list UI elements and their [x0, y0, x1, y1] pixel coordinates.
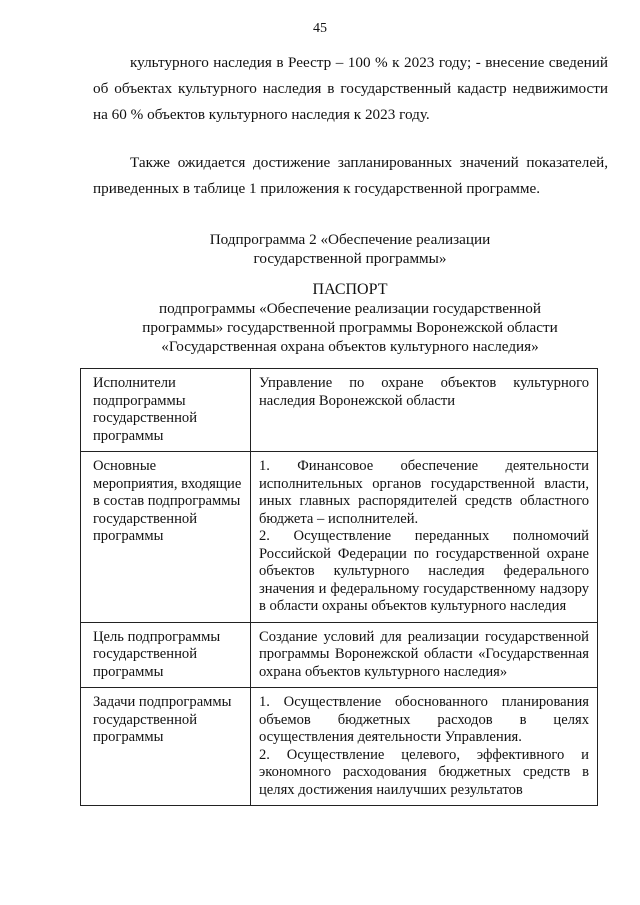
passport-title: ПАСПОРТ — [312, 281, 388, 298]
passport-subtitle-line: программы» государственной программы Воронежской области — [142, 319, 558, 336]
paragraph-expected-results: Также ожидается достижение запланированных значений показателей, приведенных в таблице 1 приложения к государственной программе. — [93, 154, 608, 197]
passport-table — [80, 368, 598, 806]
table-row — [81, 369, 598, 452]
paragraph-line: культурного наследия в Реестр – 100 % к 2023 году; — [130, 54, 472, 71]
row-label: Задачи подпрограммы государственной программы — [81, 688, 251, 806]
row-value-item: 2. Осуществление переданных полномочий Российской Федерации по государственной охране объектов культурного наследия федерального значения и федеральному государственному надзору в области охраны объектов культурного наследия — [259, 528, 589, 614]
row-value — [251, 369, 598, 452]
passport-subtitle-line: «Государственная охрана объектов культурного наследия» — [161, 338, 539, 355]
table-row — [81, 688, 598, 806]
row-label: Цель подпрограммы государственной программы — [81, 622, 251, 688]
row-value-item: 1. Осуществление обоснованного планирования объемов бюджетных расходов в целях осуществления деятельности Управления. — [259, 694, 589, 745]
row-value — [251, 688, 598, 806]
row-value-item: 1. Финансовое обеспечение деятельности исполнительных органов государственной власти, иных главных распорядителей средств областного бюджета – исполнителей. — [259, 458, 589, 527]
page-number: 45 — [313, 21, 327, 36]
row-value-item: Создание условий для реализации государственной программы Воронежской области «Государственная охрана объектов культурного наследия» — [259, 628, 589, 680]
passport-subtitle-line: подпрограммы «Обеспечение реализации государственной — [159, 300, 541, 317]
row-label: Основные мероприятия, входящие в состав подпрограммы государственной программы — [81, 452, 251, 623]
subprogram-heading — [0, 230, 640, 268]
row-value — [251, 622, 598, 688]
table-row — [81, 452, 598, 623]
subprogram-heading-line: Подпрограмма 2 «Обеспечение реализации — [209, 231, 491, 248]
row-value — [251, 452, 598, 623]
row-label: Исполнители подпрограммы государственной программы — [81, 369, 251, 452]
table-row — [81, 622, 598, 688]
passport-subtitle — [0, 299, 640, 356]
row-value-item: Управление по охране объектов культурного наследия Воронежской области — [259, 375, 589, 409]
row-value-item: 2. Осуществление целевого, эффективного и экономного расходования бюджетных средств в целях достижения наилучших результатов — [259, 746, 589, 798]
paragraph-line: - внесение сведений об объектах культурного наследия в государственный кадастр недвижимости на 60 % объектов культурного наследия к 2023 году. — [93, 54, 609, 123]
subprogram-heading-line: государственной программы» — [253, 250, 447, 267]
paragraph-registry — [93, 50, 608, 128]
